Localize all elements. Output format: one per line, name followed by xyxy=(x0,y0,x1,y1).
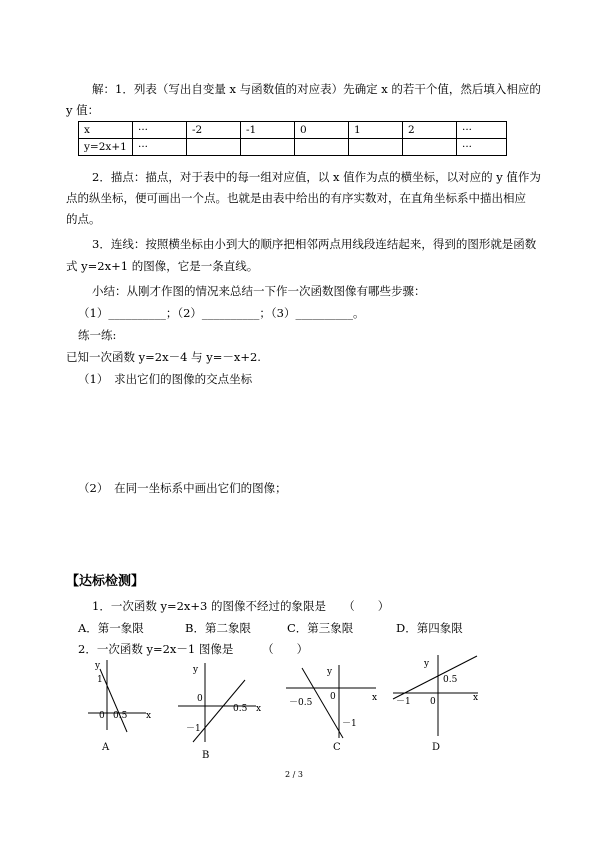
graph-c xyxy=(286,665,377,753)
table-cell: -1 xyxy=(241,122,295,139)
practice-given: 已知一次函数 y=2x－4 与 y=－x+2. xyxy=(66,350,261,364)
tick-label: 0.5 xyxy=(443,675,458,685)
graph-a xyxy=(88,660,151,753)
option-b: B．第二象限 xyxy=(185,621,251,635)
axis-label-x: x xyxy=(146,711,152,721)
graph-letter: C xyxy=(333,742,341,753)
tick-label: 0 xyxy=(430,697,436,707)
axis-label-x: x xyxy=(473,693,479,703)
option-c: C．第三象限 xyxy=(287,621,354,635)
solution-step2-line2: 点的纵坐标，便可画出一个点。也就是由表中给出的有序实数对，在直角坐标系中描出相应 xyxy=(66,191,526,205)
graph-letter: D xyxy=(432,742,441,753)
table-cell: x xyxy=(79,122,133,139)
tick-label: －1 xyxy=(396,697,411,707)
axis-label-y: y xyxy=(327,667,333,677)
tick-label: －1 xyxy=(186,724,201,734)
table-cell: 1 xyxy=(349,122,403,139)
summary-text: 小结：从刚才作图的情况来总结一下作一次函数图像有哪些步骤： xyxy=(92,284,426,298)
tick-label: －0.5 xyxy=(289,698,313,708)
table-cell: -2 xyxy=(187,122,241,139)
graph-d xyxy=(393,655,478,753)
tick-label: 1 xyxy=(97,675,103,685)
axis-label-x: x xyxy=(372,693,378,703)
tick-label: 0.5 xyxy=(233,704,248,714)
tick-label: 0 xyxy=(330,692,336,702)
practice-title: 练一练: xyxy=(78,328,117,342)
table-cell: 2 xyxy=(403,122,457,139)
axis-label-y: y xyxy=(193,665,199,675)
graph-b xyxy=(178,663,261,761)
option-d: D．第四象限 xyxy=(396,621,463,635)
tick-label: 0.5 xyxy=(113,711,128,721)
solution-step3-line2: 式 y=2x+1 的图像，它是一条直线。 xyxy=(66,259,259,273)
table-cell: y=2x+1 xyxy=(79,139,133,156)
table-cell: ··· xyxy=(133,139,187,156)
page-number: 2 / 3 xyxy=(285,770,303,779)
graph-letter: B xyxy=(202,750,210,761)
solution-step1-line1: 解：1．列表（写出自变量 x 与函数值的对应表）先确定 x 的若干个值，然后填入相应的 xyxy=(92,82,541,96)
axis-label-y: y xyxy=(95,661,101,671)
table-cell: ··· xyxy=(457,139,507,156)
section-heading: 【达标检测】 xyxy=(66,574,145,589)
table-cell: ··· xyxy=(133,122,187,139)
table-cell: ··· xyxy=(457,122,507,139)
summary-blanks: （1）__________；（2）__________；（3）__________。 xyxy=(78,306,365,320)
axis-label-y: y xyxy=(424,659,430,669)
solution-step2-line1: 2．描点：描点，对于表中的每一组对应值，以 x 值作为点的横坐标，以对应的 y 值作为 xyxy=(92,170,541,184)
check-question-1: 1．一次函数 y=2x+3 的图像不经过的象限是 （ ） xyxy=(92,599,390,613)
practice-question-2: （2） 在同一坐标系中画出它们的图像； xyxy=(78,481,287,495)
table-cell: 0 xyxy=(295,122,349,139)
tick-label: 0 xyxy=(197,694,203,704)
axis-label-x: x xyxy=(256,704,262,714)
graph-letter: A xyxy=(102,742,110,753)
tick-label: －1 xyxy=(342,719,357,729)
check-question-2: 2．一次函数 y=2x－1 图像是 （ ） xyxy=(78,642,309,656)
practice-question-1: （1） 求出它们的图像的交点坐标 xyxy=(78,372,253,386)
solution-step1-line2: y 值： xyxy=(66,103,100,117)
solution-step2-line3: 的点。 xyxy=(66,212,101,226)
option-a: A．第一象限 xyxy=(78,621,144,635)
tick-label: 0 xyxy=(99,711,105,721)
solution-step3-line1: 3．连线：按照横坐标由小到大的顺序把相邻两点用线段连结起来，得到的图形就是函数 xyxy=(92,237,537,251)
